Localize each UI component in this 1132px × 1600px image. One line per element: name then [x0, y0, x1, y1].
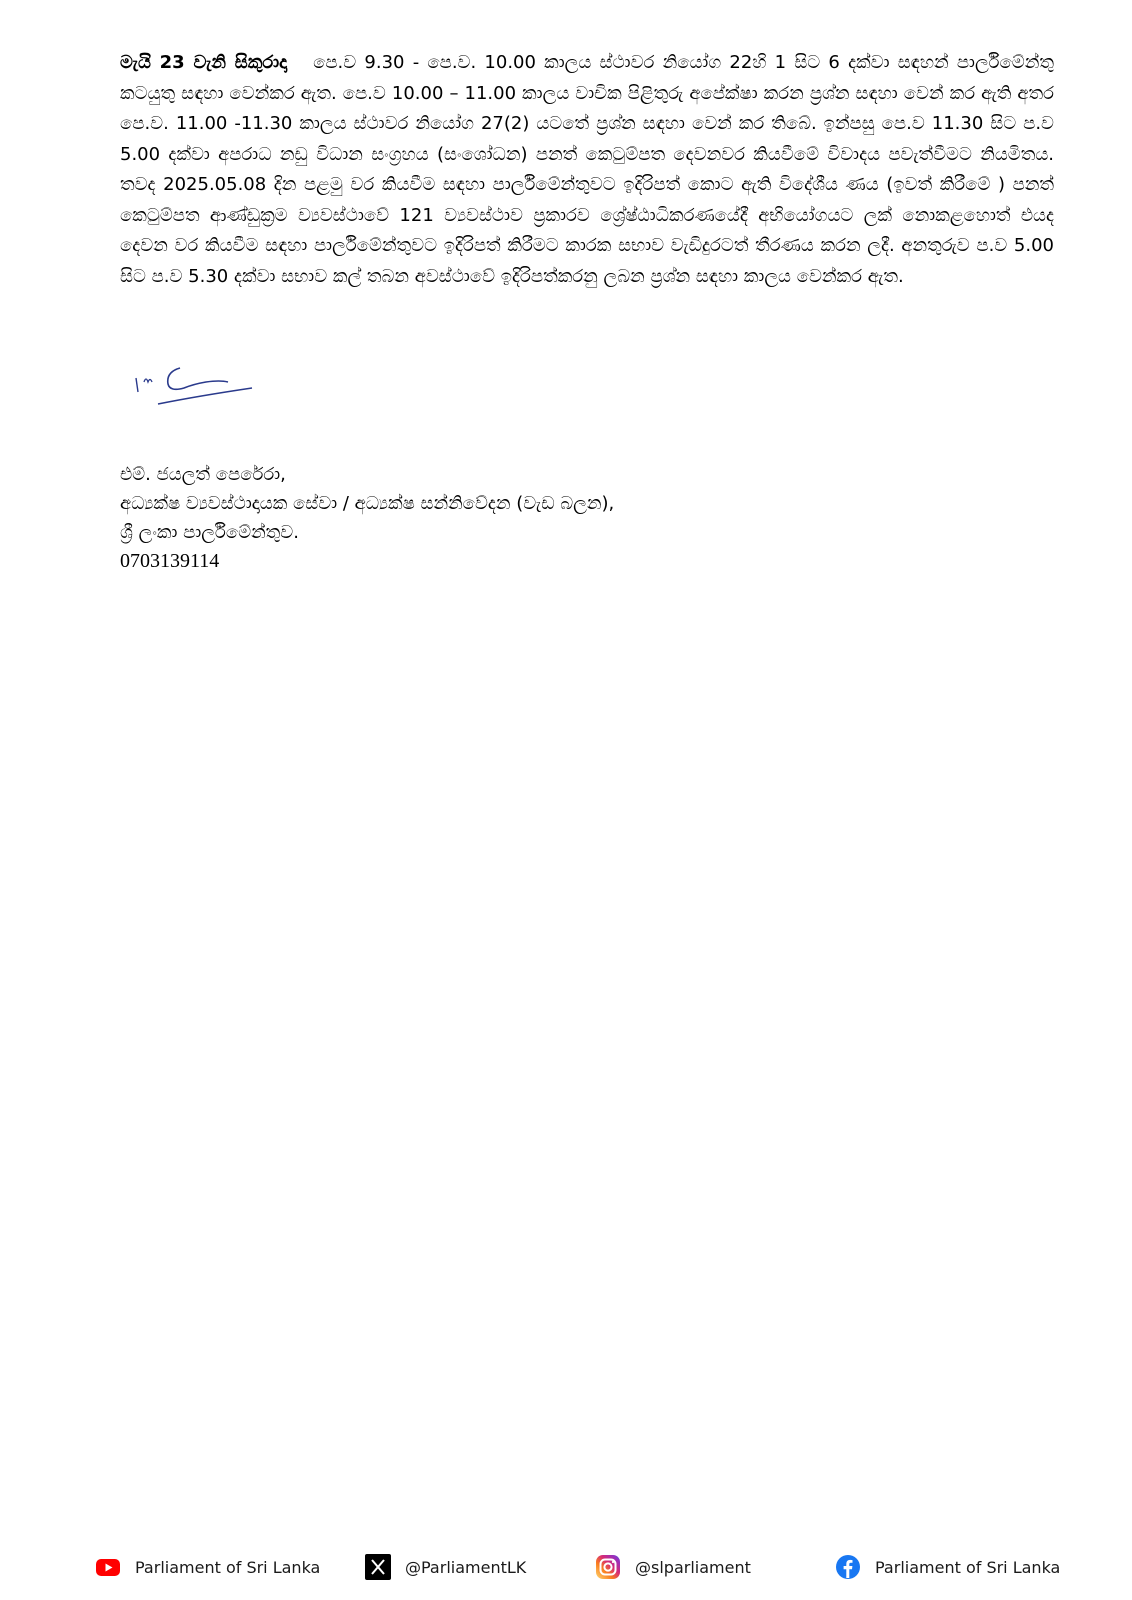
youtube-label: Parliament of Sri Lanka: [135, 1557, 321, 1577]
facebook-icon: [835, 1554, 861, 1580]
signatory-title: අධ්‍යක්ෂ ව්‍යවස්ථාදායක සේවා / අධ්‍යක්ෂ සන්නිවේදන (වැඩ බලන),: [120, 493, 615, 514]
x-icon: [365, 1554, 391, 1580]
instagram-icon: [595, 1554, 621, 1580]
agenda-paragraph: [120, 48, 1054, 292]
instagram-label: @slparliament: [635, 1557, 751, 1577]
signature-image: [128, 356, 268, 426]
x-label: @ParliamentLK: [405, 1557, 527, 1577]
agenda-date-heading: මැයි 23 වැනි සිකුරාදා: [120, 52, 288, 73]
facebook-label: Parliament of Sri Lanka: [875, 1557, 1061, 1577]
youtube-icon: [95, 1554, 121, 1580]
signatory-name: එම්. ජයලත් පෙරේරා,: [120, 464, 286, 485]
signature-block: [120, 460, 614, 576]
x-link[interactable]: [365, 1551, 526, 1583]
instagram-link[interactable]: [595, 1551, 751, 1583]
youtube-link[interactable]: [95, 1551, 320, 1583]
signatory-organization: ශ්‍රී ලංකා පාර්ලිමේන්තුව.: [120, 522, 299, 543]
signatory-phone: 0703139114: [120, 550, 220, 572]
agenda-text: පෙ.ව 9.30 - පෙ.ව. 10.00 කාලය ස්ථාවර නියෝග 22හි 1 සිට 6 දක්වා සඳහන් පාර්ලිමේන්තු කටයුතු සඳහා වෙන්කර ඇත. පෙ.ව 10.00 – 11.00 කාලය වාචික පිළිතුරු අපේක්ෂා කරන ප්‍රශ්න සඳහා වෙන් කර ඇති අතර පෙ.ව. 11.00 -11.30 කාලය ස්ථාවර නියෝග 27(2) යටතේ ප්‍රශ්න සඳහා වෙන් කර තිබේ. ඉන්පසු පෙ.ව 11.30 සිට ප.ව 5.00 දක්වා අපරාධ නඩු විධාන සංග්‍රහය (සංශෝධන) පනත් කෙටුම්පත දෙවනවර කියවීමේ විවාදය පවැත්වීමට නියමිතය. තවද 2025.05.08 දින පළමු වර කියවීම සඳහා පාර්ලිමේන්තුවට ඉදිරිපත් කොට ඇති විදේශීය ණය (ඉවත් කිරීමේ ) පනත් කෙටුම්පත ආණ්ඩුක්‍රම ව්‍යවස්ථාවේ 121 ව්‍යවස්ථාව ප්‍රකාරව ශ්‍රේෂ්ඨාධිකරණයේදී අභියෝගයට ලක් නොකළහොත් එයද දෙවන වර කියවීම සඳහා පාර්ලිමේන්තුවට ඉදිරිපත් කිරීමට කාරක සභාව වැඩිදුරටත් තීරණය කරන ලදී. අනතුරුව ප.ව 5.00 සිට ප.ව 5.30 දක්වා සභාව කල් තබන අවස්ථාවේ ඉදිරිපත්කරනු ලබන ප්‍රශ්න සඳහා කාලය වෙන්කර ඇත.: [120, 52, 1054, 287]
social-footer: [95, 1551, 1075, 1583]
facebook-link[interactable]: [835, 1551, 1060, 1583]
